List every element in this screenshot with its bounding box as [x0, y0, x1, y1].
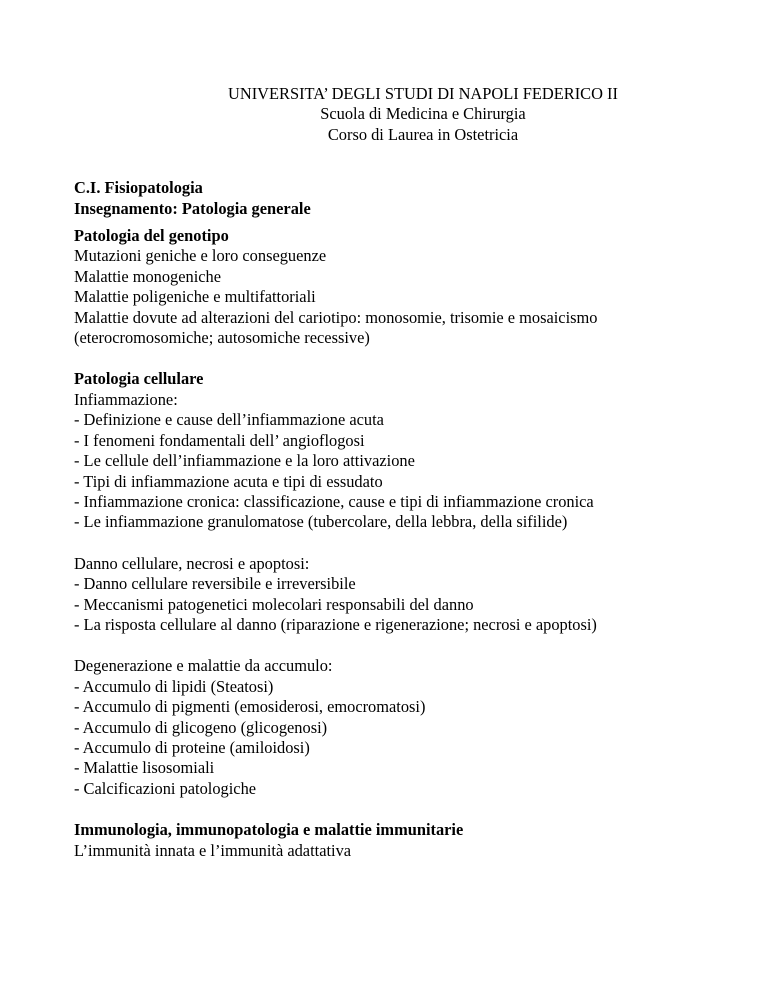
section-line: - Infiammazione cronica: classificazione, cause e tipi di infiammazione cronica	[74, 491, 594, 511]
block-cell-damage	[74, 554, 734, 636]
section-title: Patologia del genotipo	[74, 226, 229, 246]
block-line: - Accumulo di proteine (amiloidosi)	[74, 737, 310, 757]
section-line: Mutazioni geniche e loro conseguenze	[74, 246, 327, 266]
block-line: Degenerazione e malattie da accumulo:	[74, 656, 333, 676]
section-line: - Definizione e cause dell’infiammazione acuta	[74, 410, 384, 430]
section-line: - Le cellule dell’infiammazione e la loro attivazione	[74, 451, 415, 471]
document-page	[74, 84, 734, 861]
block-line: - Accumulo di pigmenti (emosiderosi, emocromatosi)	[74, 697, 426, 717]
section-line: Malattie monogeniche	[74, 266, 222, 286]
block-line: - Meccanismi patogenetici molecolari responsabili del danno	[74, 594, 474, 614]
document-header	[112, 84, 734, 145]
block-line: - La risposta cellulare al danno (riparazione e rigenerazione; necrosi e apoptosi)	[74, 614, 597, 634]
section-line: Malattie poligeniche e multifattoriali	[74, 287, 316, 307]
section-line: (eterocromosomiche; autosomiche recessive)	[74, 328, 370, 348]
course-name: Corso di Laurea in Ostetricia	[327, 124, 519, 144]
section-cellular	[74, 369, 734, 532]
section-line: - I fenomeni fondamentali dell’ angioflogosi	[74, 430, 365, 450]
block-line: Danno cellulare, necrosi e apoptosi:	[74, 553, 310, 573]
section-line: - Le infiammazione granulomatose (tubercolare, della lebbra, della sifilide)	[74, 512, 568, 532]
section-immunology	[74, 820, 734, 861]
ci-title: C.I. Fisiopatologia	[74, 178, 203, 198]
section-title: Patologia cellulare	[74, 369, 204, 389]
section-genotype	[74, 226, 734, 348]
section-line: Infiammazione:	[74, 389, 178, 409]
block-line: - Calcificazioni patologiche	[74, 778, 257, 798]
teaching-title: Insegnamento: Patologia generale	[74, 198, 311, 218]
block-line: - Malattie lisosomiali	[74, 758, 215, 778]
block-line: - Danno cellulare reversibile e irreversibile	[74, 574, 356, 594]
section-line: Malattie dovute ad alterazioni del cariotipo: monosomie, trisomie e mosaicismo	[74, 307, 598, 327]
block-line: - Accumulo di lipidi (Steatosi)	[74, 676, 274, 696]
university-name: UNIVERSITA’ DEGLI STUDI DI NAPOLI FEDERICO II	[228, 84, 618, 103]
block-degeneration	[74, 656, 734, 799]
section-line: L’immunità innata e l’immunità adattativa	[74, 840, 352, 860]
block-line: - Accumulo di glicogeno (glicogenosi)	[74, 717, 328, 737]
school-name: Scuola di Medicina e Chirurgia	[320, 104, 526, 124]
section-line: - Tipi di infiammazione acuta e tipi di essudato	[74, 471, 383, 491]
section-title: Immunologia, immunopatologia e malattie immunitarie	[74, 820, 464, 840]
course-info	[74, 178, 734, 219]
